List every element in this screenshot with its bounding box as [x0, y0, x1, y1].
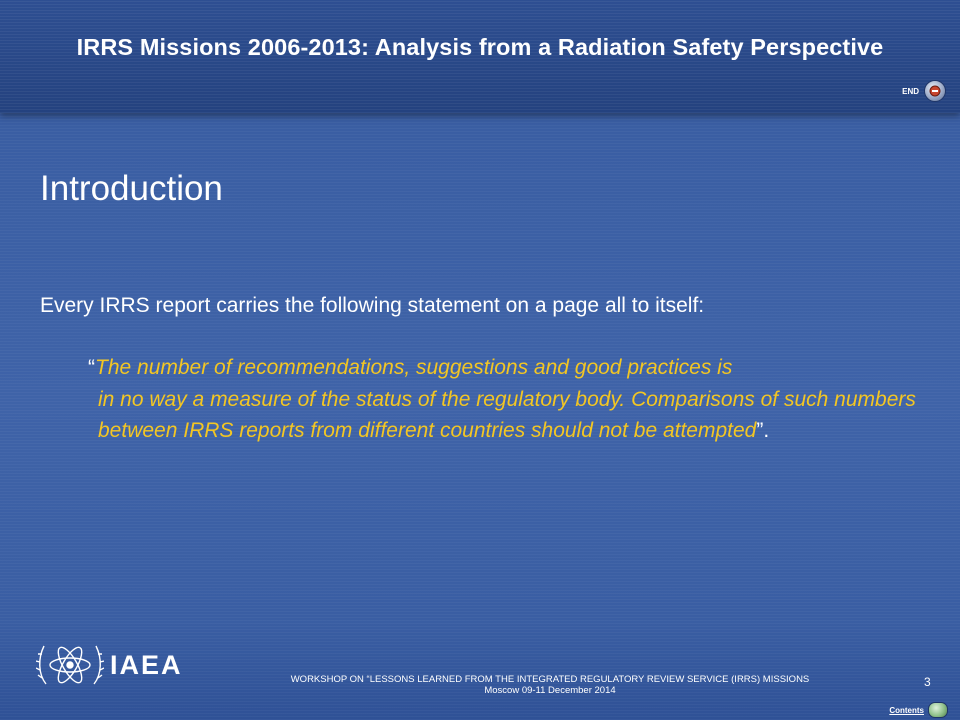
open-quote: “	[88, 356, 95, 379]
quote-first-line	[88, 352, 918, 384]
location-date: Moscow 09-11 December 2014	[484, 685, 616, 696]
contents-icon[interactable]	[928, 702, 948, 718]
end-label[interactable]: END	[902, 86, 919, 96]
header-bar	[0, 0, 960, 113]
contents-control[interactable]	[889, 702, 948, 718]
slide-title: IRRS Missions 2006-2013: Analysis from a Radiation Safety Perspective	[76, 34, 884, 60]
quote-line-1: The number of recommendations, suggestions and good practices is	[95, 356, 733, 379]
workshop-title: WORKSHOP ON “LESSONS LEARNED FROM THE INTEGRATED REGULATORY REVIEW SERVICE (IRRS) MISSIONS	[290, 674, 810, 685]
contents-link[interactable]: Contents	[889, 705, 924, 715]
quote-rest: in no way a measure of the status of the regulatory body. Comparisons of such numbers between IRRS reports from different countries should not be attempted	[98, 387, 916, 442]
iaea-emblem-icon	[36, 636, 104, 694]
iaea-logo	[36, 636, 183, 694]
section-heading: Introduction	[40, 169, 223, 208]
statement-text: Every IRRS report carries the following statement on a page all to itself:	[40, 294, 705, 317]
iaea-text: IAEA	[110, 649, 183, 680]
footer-text	[220, 674, 880, 696]
quote-rest-wrap	[88, 384, 918, 447]
end-icon[interactable]	[924, 80, 946, 102]
page-number: 3	[924, 675, 931, 689]
close-quote: ”.	[756, 419, 770, 442]
end-control[interactable]	[902, 80, 946, 102]
quote-block	[88, 352, 918, 447]
